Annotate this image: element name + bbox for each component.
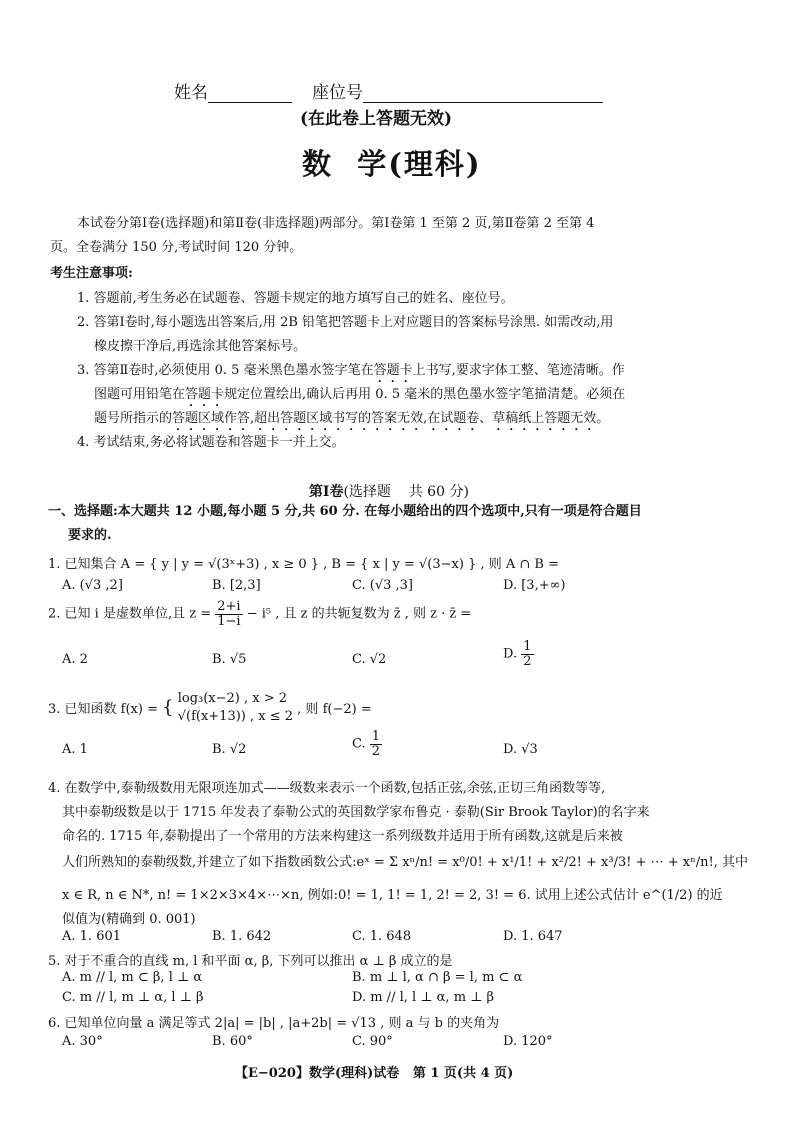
q2-option-d[interactable]: D. $\frac{1}{2}$ [503, 639, 532, 669]
section-instructions-a: 一、选择题:本大题共 12 小题,每小题 5 分,共 60 分. 在每小题给出的四个选项中,只有一项是符合题目 [48, 504, 642, 519]
q3-case-1: log₃(x−2) , x > 2 [177, 691, 288, 706]
q3-option-b[interactable]: B. √2 [212, 742, 247, 757]
q4-line-1: 4. 在数学中,泰勒级数用无限项连加式——级数来表示一个函数,包括正弦,余弦,正切三角函数等等, [48, 781, 606, 796]
q1-stem: 1. 已知集合 A = { y | y = √(3ˣ+3) , x ≥ 0 } , B = { x | y = √(3−x) } , 则 A ∩ B = [48, 557, 560, 572]
q6-option-d[interactable]: D. 120° [503, 1034, 553, 1049]
q4-line-2: 其中泰勒级数是以于 1715 年发表了泰勒公式的英国数学家布鲁克 · 泰勒(Sir Brook Taylor)的名字来 [62, 805, 650, 820]
q3-option-a[interactable]: A. 1 [62, 742, 88, 757]
q3-option-d[interactable]: D. √3 [503, 742, 538, 757]
q5-stem: 5. 对于不重合的直线 m, l 和平面 α, β, 下列可以推出 α ⊥ β 成立的是 [48, 954, 453, 969]
q5-option-c[interactable]: C. m // l, m ⊥ α, l ⊥ β [62, 990, 204, 1005]
intro-line-1: 本试卷分第Ⅰ卷(选择题)和第Ⅱ卷(非选择题)两部分。第Ⅰ卷第 1 至第 2 页,第Ⅱ卷第 2 至第 4 [77, 216, 595, 231]
name-label: 姓名 [174, 78, 292, 103]
section-instructions-b: 要求的. [68, 528, 112, 543]
taylor-series-formula: Σ xⁿ/n! = x⁰/0! + x¹/1! + x²/2! + x³/3! + ⋯ + xⁿ/n! [388, 855, 714, 870]
q6-option-a[interactable]: A. 30° [62, 1034, 103, 1049]
q6-option-b[interactable]: B. 60° [212, 1034, 253, 1049]
q2-option-c[interactable]: C. √2 [352, 652, 387, 667]
q2-fraction: $\frac{2+i}{1-i}$ [217, 599, 241, 629]
note-4: 4. 考试结束,务必将试题卷和答题卡一并上交。 [77, 435, 345, 450]
q4-option-a[interactable]: A. 1. 601 [62, 929, 122, 944]
note-3b: 图题可用铅笔在答题卡规定位置绘出,确认后再用 0. 5 毫米的黑色墨水签字笔描清楚。必须在 [94, 387, 626, 402]
seat-label: 座位号 [312, 78, 603, 103]
intro-line-2: 页。全卷满分 150 分,考试时间 120 分钟。 [50, 240, 303, 255]
notes-title: 考生注意事项: [50, 266, 133, 281]
q6-stem: 6. 已知单位向量 a 满足等式 2|a| = |b| , |a+2b| = √13 , 则 a 与 b 的夹角为 [48, 1016, 500, 1031]
q5-option-d[interactable]: D. m // l, l ⊥ α, m ⊥ β [352, 990, 495, 1005]
part1-heading: 第Ⅰ卷(选择题 共 60 分) [308, 484, 469, 500]
q4-line-5: x ∈ R, n ∈ N*, n! = 1×2×3×4×⋯×n, 例如:0! = 1, 1! = 1, 2! = 2, 3! = 6. 试用上述公式估计 e^(1/2) 的近 [62, 888, 723, 903]
q1-option-d[interactable]: D. [3,+∞) [503, 578, 566, 593]
q2-option-b[interactable]: B. √5 [212, 652, 247, 667]
q5-option-b[interactable]: B. m ⊥ l, α ∩ β = l, m ⊂ α [352, 970, 523, 985]
q1-option-c[interactable]: C. (√3 ,3] [352, 578, 413, 593]
note-3a: 3. 答第Ⅱ卷时,必须使用 0. 5 毫米黑色墨水签字笔在答题卡上书写,要求字体工整、笔迹清晰。作 [77, 363, 625, 378]
q1-option-b[interactable]: B. [2,3] [212, 578, 261, 593]
q5-option-a[interactable]: A. m // l, m ⊂ β, l ⊥ α [62, 970, 203, 985]
q2-option-a[interactable]: A. 2 [62, 652, 88, 667]
name-blank[interactable] [208, 88, 292, 103]
q3-stem: 3. 已知函数 f(x) = { log₃(x−2) , x > 2 √(f(x+13)) , x ≤ 2 , 则 f(−2) = [48, 691, 372, 724]
page-title: 数 学(理科) [302, 147, 482, 181]
no-answer-notice: (在此卷上答题无效) [300, 109, 453, 129]
note-2b: 橡皮擦干净后,再选涂其他答案标号。 [94, 339, 307, 354]
note-2a: 2. 答第Ⅰ卷时,每小题选出答案后,用 2B 铅笔把答题卡上对应题目的答案标号涂黑. 如需改动,用 [77, 315, 614, 330]
note-3c: 题号所指示的答题区域作答,超出答题区域书写的答案无效,在试题卷、草稿纸上答题无效。 [94, 411, 610, 426]
q4-option-b[interactable]: B. 1. 642 [212, 929, 272, 944]
q1-option-a[interactable]: A. (√3 ,2] [62, 578, 123, 593]
q2-stem: 2. 已知 i 是虚数单位,且 z = $\frac{2+i}{1-i}$ − i⁵ , 且 z 的共轭复数为 z̄ , 则 z · z̄ = [48, 599, 472, 629]
q4-line-4: 人们所熟知的泰勒级数,并建立了如下指数函数公式:eˣ = Σ xⁿ/n! = x⁰/0! + x¹/1! + x²/2! + x³/3! + ⋯ + xⁿ/n!, 其中 [62, 855, 748, 870]
q4-option-d[interactable]: D. 1. 647 [503, 929, 563, 944]
q4-line-3: 命名的. 1715 年,泰勒提出了一个常用的方法来构建这一系列级数并适用于所有函数,这就是后来被 [62, 829, 623, 844]
note-1: 1. 答题前,考生务必在试题卷、答题卡规定的地方填写自己的姓名、座位号。 [77, 291, 514, 306]
q6-option-c[interactable]: C. 90° [352, 1034, 393, 1049]
q4-line-6: 似值为(精确到 0. 001) [62, 912, 196, 927]
q3-option-c[interactable]: C. $\frac{1}{2}$ [352, 729, 381, 759]
q4-option-c[interactable]: C. 1. 648 [352, 929, 412, 944]
q3-case-2: √(f(x+13)) , x ≤ 2 [177, 708, 294, 724]
seat-blank[interactable] [363, 88, 603, 103]
page-footer: 【E−020】数学(理科)试卷 第 1 页(共 4 页) [235, 1066, 514, 1081]
